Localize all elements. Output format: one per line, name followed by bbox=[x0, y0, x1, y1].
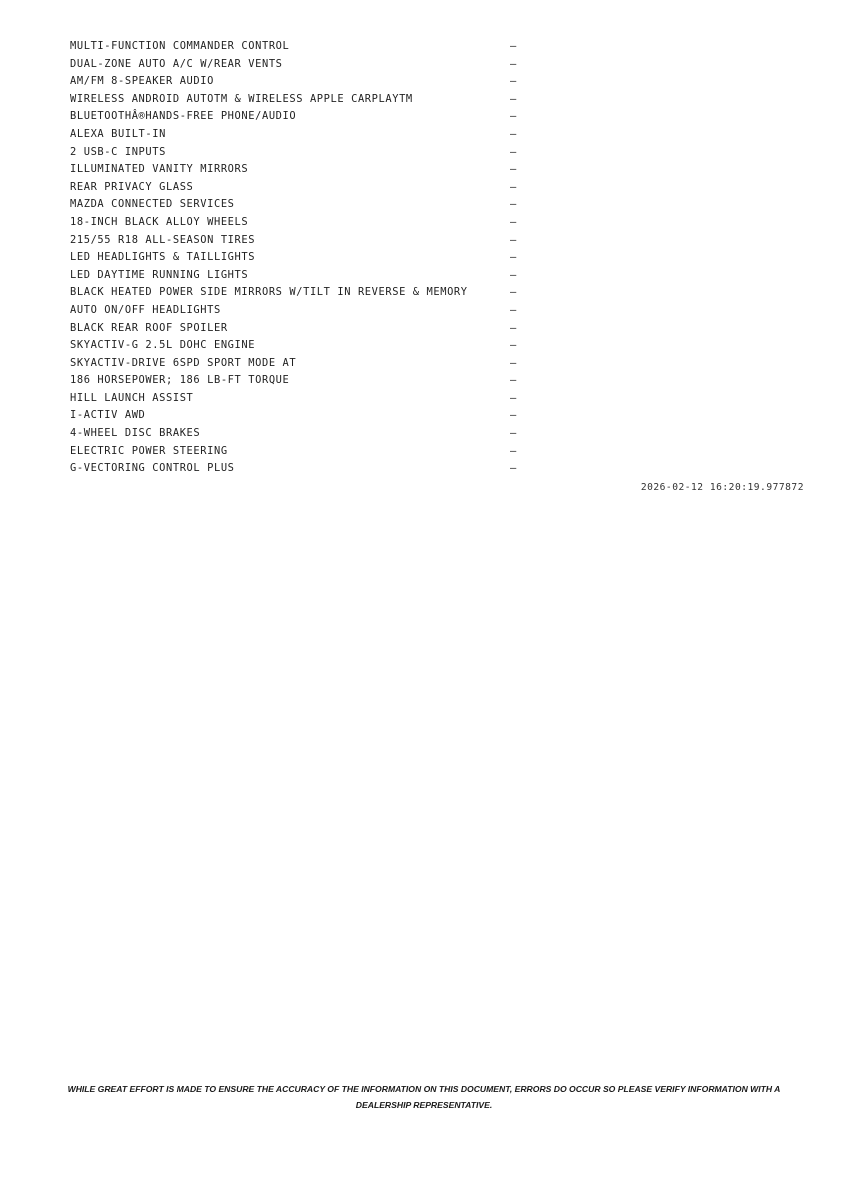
feature-row bbox=[70, 302, 780, 320]
feature-row bbox=[70, 390, 780, 408]
feature-label: LED DAYTIME RUNNING LIGHTS bbox=[70, 268, 249, 281]
disclaimer-line-1: WHILE GREAT EFFORT IS MADE TO ENSURE THE ACCURACY OF THE INFORMATION ON THIS DOCUMENT, ERRORS DO OCCUR SO PLEASE VERIFY INFORMATION WITH A bbox=[67, 1084, 781, 1094]
feature-value-marker: — bbox=[510, 339, 517, 352]
feature-label: 2 USB-C INPUTS bbox=[70, 145, 166, 158]
feature-row bbox=[70, 38, 780, 56]
feature-value-marker: — bbox=[510, 356, 517, 369]
feature-label: SKYACTIV-G 2.5L DOHC ENGINE bbox=[70, 339, 256, 352]
feature-value-marker: — bbox=[510, 321, 517, 334]
feature-row bbox=[70, 179, 780, 197]
feature-row bbox=[70, 337, 780, 355]
feature-label: 18-INCH BLACK ALLOY WHEELS bbox=[70, 215, 249, 228]
feature-row bbox=[70, 355, 780, 373]
feature-label: 186 HORSEPOWER; 186 LB-FT TORQUE bbox=[70, 374, 290, 387]
feature-label: HILL LAUNCH ASSIST bbox=[70, 391, 194, 404]
feature-row bbox=[70, 214, 780, 232]
feature-label: BLACK REAR ROOF SPOILER bbox=[70, 321, 228, 334]
feature-value-marker: — bbox=[510, 40, 517, 52]
feature-value-marker: — bbox=[510, 127, 517, 140]
feature-row bbox=[70, 320, 780, 338]
feature-label: BLUETOOTHÂ®HANDS-FREE PHONE/AUDIO bbox=[70, 110, 297, 123]
feature-row bbox=[70, 284, 780, 302]
feature-value-marker: — bbox=[510, 303, 517, 316]
feature-value-marker: — bbox=[510, 180, 517, 193]
feature-value-marker: — bbox=[510, 286, 517, 299]
feature-value-marker: — bbox=[510, 110, 517, 123]
feature-value-marker: — bbox=[510, 233, 517, 246]
feature-row bbox=[70, 126, 780, 144]
feature-value-marker: — bbox=[510, 57, 517, 70]
feature-value-marker: — bbox=[510, 92, 517, 105]
feature-value-marker: — bbox=[510, 215, 517, 228]
feature-row bbox=[70, 249, 780, 267]
feature-row bbox=[70, 460, 780, 478]
feature-row bbox=[70, 425, 780, 443]
feature-label: ILLUMINATED VANITY MIRRORS bbox=[70, 163, 249, 176]
feature-label: MULTI-FUNCTION COMMANDER CONTROL bbox=[70, 40, 290, 52]
feature-value-marker: — bbox=[510, 409, 517, 422]
feature-label: MAZDA CONNECTED SERVICES bbox=[70, 198, 235, 211]
feature-value-marker: — bbox=[510, 163, 517, 176]
feature-value-marker: — bbox=[510, 427, 517, 440]
feature-value-marker: — bbox=[510, 268, 517, 281]
feature-value-marker: — bbox=[510, 374, 517, 387]
feature-value-marker: — bbox=[510, 444, 517, 457]
feature-label: REAR PRIVACY GLASS bbox=[70, 180, 194, 193]
vehicle-feature-list bbox=[70, 38, 780, 478]
feature-row bbox=[70, 196, 780, 214]
feature-label: 4-WHEEL DISC BRAKES bbox=[70, 427, 201, 440]
feature-row bbox=[70, 372, 780, 390]
feature-row bbox=[70, 73, 780, 91]
feature-label: G-VECTORING CONTROL PLUS bbox=[70, 462, 235, 475]
feature-row bbox=[70, 443, 780, 461]
feature-label: SKYACTIV-DRIVE 6SPD SPORT MODE AT bbox=[70, 356, 297, 369]
feature-label: LED HEADLIGHTS & TAILLIGHTS bbox=[70, 251, 256, 264]
feature-label: 215/55 R18 ALL-SEASON TIRES bbox=[70, 233, 256, 246]
feature-row bbox=[70, 91, 780, 109]
feature-label: DUAL-ZONE AUTO A/C W/REAR VENTS bbox=[70, 57, 283, 70]
feature-row bbox=[70, 407, 780, 425]
feature-value-marker: — bbox=[510, 145, 517, 158]
disclaimer-text bbox=[60, 1081, 788, 1113]
feature-row bbox=[70, 144, 780, 162]
feature-value-marker: — bbox=[510, 251, 517, 264]
document-timestamp: 2026-02-12 16:20:19.977872 bbox=[640, 482, 804, 493]
feature-label: ELECTRIC POWER STEERING bbox=[70, 444, 228, 457]
feature-row bbox=[70, 161, 780, 179]
feature-label: AUTO ON/OFF HEADLIGHTS bbox=[70, 303, 221, 316]
feature-row bbox=[70, 267, 780, 285]
feature-label: BLACK HEATED POWER SIDE MIRRORS W/TILT IN REVERSE & MEMORY bbox=[70, 286, 468, 299]
feature-row bbox=[70, 108, 780, 126]
feature-value-marker: — bbox=[510, 75, 517, 88]
feature-value-marker: — bbox=[510, 391, 517, 404]
feature-row bbox=[70, 232, 780, 250]
feature-label: I-ACTIV AWD bbox=[70, 409, 146, 422]
feature-label: WIRELESS ANDROID AUTOTM & WIRELESS APPLE CARPLAYTM bbox=[70, 92, 413, 105]
feature-label: ALEXA BUILT-IN bbox=[70, 127, 166, 140]
disclaimer-line-2: DEALERSHIP REPRESENTATIVE. bbox=[355, 1100, 493, 1110]
feature-row bbox=[70, 56, 780, 74]
feature-value-marker: — bbox=[510, 198, 517, 211]
feature-value-marker: — bbox=[510, 462, 517, 475]
feature-label: AM/FM 8-SPEAKER AUDIO bbox=[70, 75, 214, 88]
